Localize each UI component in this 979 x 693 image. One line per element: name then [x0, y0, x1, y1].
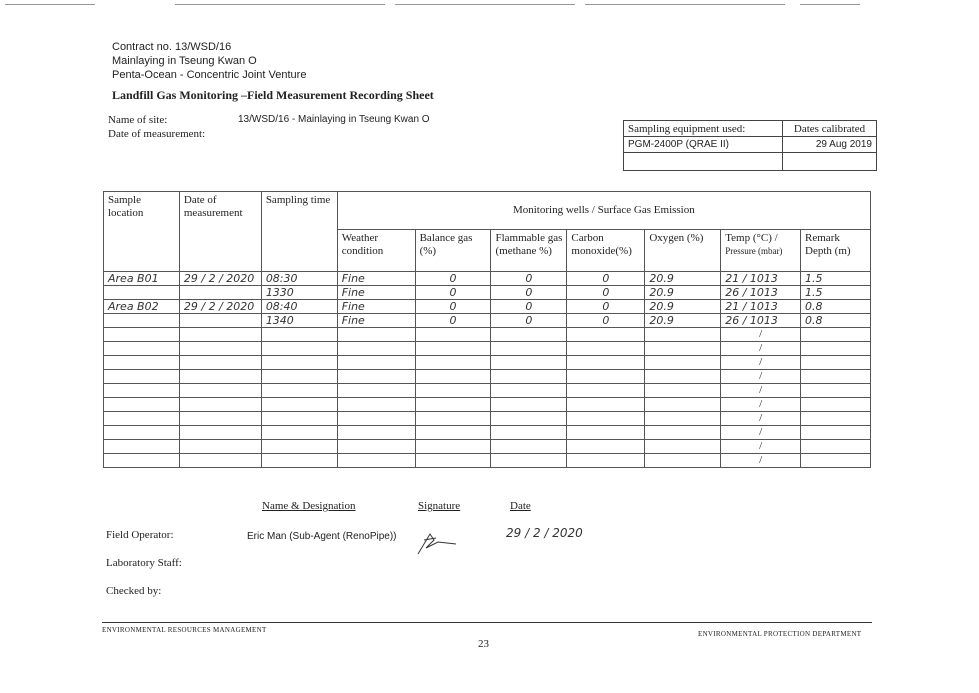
cell-oxygen [645, 356, 721, 370]
cell-flammable [491, 412, 567, 426]
cell-depth [801, 356, 871, 370]
date-of-measurement-label: Date of measurement: [108, 128, 206, 140]
cell-date [179, 342, 261, 356]
cell-date [179, 314, 261, 328]
contractor-name: Penta-Ocean - Concentric Joint Venture [112, 69, 307, 81]
cell-temp [721, 440, 801, 454]
temp-pressure-separator: / [759, 440, 763, 452]
temp-pressure-separator: / [739, 286, 750, 299]
cell-depth [801, 342, 871, 356]
cell-co [567, 426, 645, 440]
cell-oxygen: 20.9 [645, 286, 721, 300]
cell-weather [337, 454, 415, 468]
cell-location: Area B02 [104, 300, 180, 314]
cell-time [261, 384, 337, 398]
cell-flammable: 0 [491, 300, 567, 314]
table-row [104, 314, 871, 328]
cell-date: 29 / 2 / 2020 [179, 300, 261, 314]
cell-date: 29 / 2 / 2020 [179, 272, 261, 286]
table-row-empty [104, 356, 871, 370]
temp-pressure-separator: / [759, 412, 763, 424]
cell-balance [415, 412, 491, 426]
cell-depth [801, 440, 871, 454]
cell-balance [415, 342, 491, 356]
cell-temp-value: 21 [725, 272, 740, 285]
cell-pressure-value: 1013 [749, 286, 778, 299]
cell-oxygen [645, 384, 721, 398]
calibration-date: 29 Aug 2019 [783, 137, 877, 153]
lab-staff-label: Laboratory Staff: [106, 557, 182, 569]
cell-weather [337, 398, 415, 412]
cell-balance [415, 398, 491, 412]
table-row-empty [104, 342, 871, 356]
cell-flammable [491, 454, 567, 468]
table-row-empty [104, 454, 871, 468]
field-operator-name: Eric Man (Sub-Agent (RenoPipe)) [247, 531, 397, 542]
cell-location [104, 356, 180, 370]
table-row-empty [104, 328, 871, 342]
cell-oxygen: 20.9 [645, 300, 721, 314]
footer-rule [102, 622, 872, 623]
temp-pressure-separator: / [759, 426, 763, 438]
cell-date [179, 398, 261, 412]
temp-pressure-separator: / [759, 398, 763, 410]
cell-balance: 0 [415, 272, 491, 286]
cell-balance [415, 440, 491, 454]
temp-pressure-separator: / [739, 314, 750, 327]
cell-location [104, 398, 180, 412]
cell-oxygen [645, 440, 721, 454]
table-row [104, 300, 871, 314]
signature-heading: Signature [418, 500, 461, 512]
cell-date [179, 426, 261, 440]
cell-temp [721, 314, 801, 328]
cell-temp [721, 412, 801, 426]
cell-balance [415, 356, 491, 370]
cell-temp-value: 26 [725, 314, 740, 327]
cell-pressure-value: 1013 [749, 300, 778, 313]
cell-date [179, 440, 261, 454]
cell-flammable: 0 [491, 272, 567, 286]
cell-balance: 0 [415, 300, 491, 314]
cell-balance [415, 370, 491, 384]
temp-pressure-separator: / [759, 356, 763, 368]
cell-depth [801, 384, 871, 398]
cell-temp [721, 384, 801, 398]
cell-time [261, 426, 337, 440]
date-heading: Date [510, 500, 531, 512]
checked-by-label: Checked by: [106, 585, 162, 597]
footer-right: ENVIRONMENTAL PROTECTION DEPARTMENT [698, 630, 862, 638]
cell-co: 0 [567, 272, 645, 286]
cell-temp [721, 272, 801, 286]
cell-time [261, 454, 337, 468]
site-name-value: 13/WSD/16 - Mainlaying in Tseung Kwan O [238, 114, 430, 125]
header-flammable-gas: Flammable gas (methane %) [491, 230, 567, 272]
cell-oxygen [645, 454, 721, 468]
cell-balance [415, 454, 491, 468]
cell-temp [721, 342, 801, 356]
cell-balance [415, 328, 491, 342]
field-operator-label: Field Operator: [106, 529, 174, 541]
temp-pressure-separator: / [759, 384, 763, 396]
cell-time: 1330 [261, 286, 337, 300]
cell-weather [337, 412, 415, 426]
cell-oxygen [645, 426, 721, 440]
header-pressure: Pressure (mbar) [725, 246, 783, 256]
cell-flammable [491, 356, 567, 370]
signature-mark [412, 520, 462, 560]
cell-co [567, 384, 645, 398]
header-temp-pressure [721, 230, 801, 272]
cell-depth [801, 426, 871, 440]
cell-co [567, 398, 645, 412]
cell-oxygen [645, 398, 721, 412]
measurement-table [103, 191, 871, 468]
cell-weather [337, 370, 415, 384]
cell-flammable [491, 342, 567, 356]
header-sample-location: Sample location [104, 192, 180, 272]
temp-pressure-separator: / [759, 328, 763, 340]
cell-oxygen: 20.9 [645, 272, 721, 286]
temp-pressure-separator: / [739, 300, 750, 313]
site-name-label: Name of site: [108, 114, 168, 126]
document-title: Landfill Gas Monitoring –Field Measurement Recording Sheet [112, 88, 434, 102]
table-row-empty [104, 440, 871, 454]
cell-location [104, 342, 180, 356]
table-row-empty [104, 370, 871, 384]
cell-weather: Fine [337, 272, 415, 286]
cell-depth: 0.8 [801, 300, 871, 314]
field-operator-date: 29 / 2 / 2020 [506, 526, 583, 540]
cell-date [179, 370, 261, 384]
table-row-empty [104, 398, 871, 412]
cell-oxygen [645, 370, 721, 384]
cell-co [567, 370, 645, 384]
page-number: 23 [478, 638, 489, 650]
cell-time: 1340 [261, 314, 337, 328]
cell-weather [337, 426, 415, 440]
cell-location [104, 370, 180, 384]
contract-header [112, 40, 306, 82]
cell-flammable [491, 398, 567, 412]
cell-flammable [491, 440, 567, 454]
cell-temp [721, 370, 801, 384]
cell-flammable: 0 [491, 286, 567, 300]
cell-temp [721, 454, 801, 468]
cell-date [179, 356, 261, 370]
cell-weather [337, 356, 415, 370]
cell-temp [721, 300, 801, 314]
table-row [104, 286, 871, 300]
cell-balance [415, 384, 491, 398]
cell-weather [337, 440, 415, 454]
cell-time [261, 356, 337, 370]
cell-time: 08:40 [261, 300, 337, 314]
cell-weather: Fine [337, 300, 415, 314]
header-date-of-measurement: Date of measurement [179, 192, 261, 272]
cell-location [104, 328, 180, 342]
cell-date [179, 328, 261, 342]
cell-weather [337, 328, 415, 342]
cell-date [179, 412, 261, 426]
footer-left: ENVIRONMENTAL RESOURCES MANAGEMENT [102, 626, 267, 634]
cell-co [567, 412, 645, 426]
cell-pressure-value: 1013 [749, 314, 778, 327]
cell-time [261, 440, 337, 454]
table-row-empty [104, 426, 871, 440]
cell-depth [801, 328, 871, 342]
cell-date [179, 384, 261, 398]
header-balance-gas: Balance gas (%) [415, 230, 491, 272]
cell-depth [801, 370, 871, 384]
temp-pressure-separator: / [759, 342, 763, 354]
table-row-empty [104, 412, 871, 426]
cell-co [567, 342, 645, 356]
cell-location [104, 384, 180, 398]
cell-date [179, 286, 261, 300]
cell-balance: 0 [415, 286, 491, 300]
cell-time [261, 398, 337, 412]
table-row-empty [104, 384, 871, 398]
cell-depth [801, 398, 871, 412]
cell-co [567, 356, 645, 370]
cell-weather [337, 384, 415, 398]
contract-number: Contract no. 13/WSD/16 [112, 41, 232, 53]
cell-location: Area B01 [104, 272, 180, 286]
cell-date [179, 454, 261, 468]
cell-depth: 1.5 [801, 272, 871, 286]
cell-temp-value: 21 [725, 300, 740, 313]
cell-temp [721, 426, 801, 440]
temp-pressure-separator: / [759, 454, 763, 466]
cell-depth [801, 454, 871, 468]
cell-co: 0 [567, 286, 645, 300]
cell-flammable: 0 [491, 314, 567, 328]
cell-flammable [491, 426, 567, 440]
cell-temp-value: 26 [725, 286, 740, 299]
header-carbon-monoxide: Carbon monoxide(%) [567, 230, 645, 272]
cell-co [567, 440, 645, 454]
cell-temp [721, 328, 801, 342]
equipment-header: Sampling equipment used: [624, 121, 783, 137]
cell-time: 08:30 [261, 272, 337, 286]
cell-flammable [491, 370, 567, 384]
cell-flammable [491, 384, 567, 398]
cell-temp [721, 398, 801, 412]
cell-oxygen [645, 328, 721, 342]
calibrated-header: Dates calibrated [783, 121, 877, 137]
cell-oxygen [645, 342, 721, 356]
cell-time [261, 412, 337, 426]
calibration-empty [783, 153, 877, 171]
cell-balance: 0 [415, 314, 491, 328]
cell-time [261, 342, 337, 356]
header-sampling-time: Sampling time [261, 192, 337, 272]
project-name: Mainlaying in Tseung Kwan O [112, 55, 257, 67]
cell-oxygen: 20.9 [645, 314, 721, 328]
cell-co [567, 328, 645, 342]
equipment-table [623, 120, 877, 171]
cell-location [104, 286, 180, 300]
cell-depth: 1.5 [801, 286, 871, 300]
cell-oxygen [645, 412, 721, 426]
cell-location [104, 426, 180, 440]
cell-time [261, 328, 337, 342]
header-temp: Temp (°C) / [725, 232, 778, 244]
cell-location [104, 440, 180, 454]
cell-location [104, 314, 180, 328]
table-row [104, 272, 871, 286]
cell-depth: 0.8 [801, 314, 871, 328]
header-remark: Remark Depth (m) [801, 230, 871, 272]
cell-temp [721, 286, 801, 300]
cell-temp [721, 356, 801, 370]
equipment-empty [624, 153, 783, 171]
cell-co: 0 [567, 314, 645, 328]
header-monitoring-group: Monitoring wells / Surface Gas Emission [337, 192, 870, 230]
header-weather: Weather condition [337, 230, 415, 272]
cell-location [104, 412, 180, 426]
cell-weather: Fine [337, 314, 415, 328]
cell-time [261, 370, 337, 384]
equipment-name: PGM-2400P (QRAE II) [624, 137, 783, 153]
cell-weather: Fine [337, 286, 415, 300]
cell-flammable [491, 328, 567, 342]
cell-weather [337, 342, 415, 356]
cell-depth [801, 412, 871, 426]
cell-pressure-value: 1013 [749, 272, 778, 285]
name-designation-heading: Name & Designation [262, 500, 356, 512]
cell-balance [415, 426, 491, 440]
temp-pressure-separator: / [759, 370, 763, 382]
cell-co [567, 454, 645, 468]
header-oxygen: Oxygen (%) [645, 230, 721, 272]
cell-location [104, 454, 180, 468]
cell-co: 0 [567, 300, 645, 314]
temp-pressure-separator: / [739, 272, 750, 285]
